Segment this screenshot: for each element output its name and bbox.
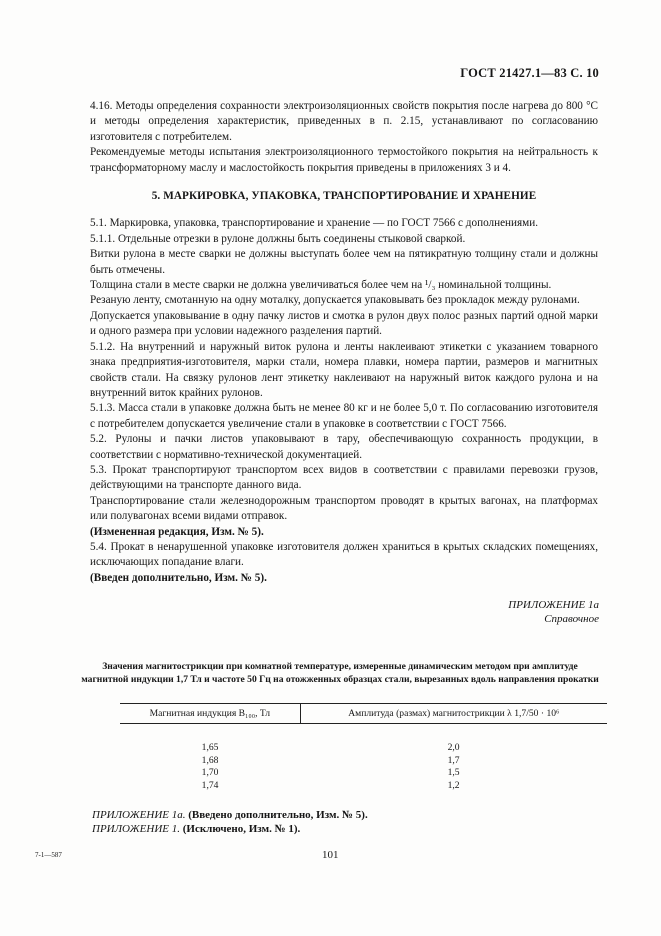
paragraph-5-1: 5.1. Маркировка, упаковка, транспортирование и хранение — по ГОСТ 7566 с дополнениями. [90, 217, 539, 230]
paragraph-5-1-3: 5.1.3. Масса стали в упаковке должна быть не менее 80 кг и не более 5,0 т. По согласованию изготовителя с потребителем допускается увеличение стали в упаковке в соответствии с ГОСТ 7566. [90, 402, 598, 430]
paragraph-recommended-methods: Рекомендуемые методы испытания электроизоляционного термостойкого покрытия на нейтральность к трансформаторному маслу и маслостойкость покрытия приведены в приложениях 3 и 4. [90, 146, 598, 174]
appendix-subtitle: Справочное [544, 613, 599, 625]
note-appendix-ref: ПРИЛОЖЕНИЕ 1а. [92, 809, 186, 821]
appendix-label [508, 598, 599, 626]
paragraph-5-1-2: 5.1.2. На внутренний и наружный виток рулона и ленты наклеивают этикетки с указанием товарного знака предприятия-изготовителя, марки стали, номера плавки, номера партии, размеров и магнитных свойств стали. На связку рулонов лент этикетку наклеивают на наружный виток каждого рулона и на внутренний виток крайних рулонов. [90, 340, 598, 399]
page-header: ГОСТ 21427.1—83 С. 10 [460, 66, 599, 80]
table-row [120, 780, 607, 793]
paragraph-5-4: 5.4. Прокат в ненарушенной упаковке изготовителя должен храниться в крытых складских помещениях, исключающих попадание влаги. [90, 540, 598, 569]
magnetostriction-table [120, 703, 607, 792]
cell-magnetostriction: 1,7 [447, 754, 460, 766]
table-row [120, 755, 607, 768]
paragraph-5-1-1: 5.1.1. Отдельные отрезки в рулоне должны быть соединены стыковой сваркой. [90, 232, 466, 245]
cell-induction: 1,65 [201, 742, 219, 753]
cell-magnetostriction: 1,2 [447, 779, 460, 791]
note-appendix-ref: ПРИЛОЖЕНИЕ 1. [92, 823, 180, 835]
cell-induction: 1,68 [201, 754, 219, 766]
note-status: (Исключено, Изм. № 1). [182, 823, 301, 835]
paragraph-weld-thickness: Толщина стали в месте сварки не должна увеличиваться более чем на ¹/₃ номинальной толщины. [90, 279, 552, 292]
note-status: (Введено дополнительно, Изм. № 5). [188, 809, 368, 821]
paragraph-weld-turns: Витки рулона в месте сварки не должны выступать более чем на пятикратную толщину стали и должны быть отмечены. [90, 248, 598, 276]
paragraph-5-2: 5.2. Рулоны и пачки листов упаковывают в тару, обеспечивающую сохранность продукции, в соответствии с нормативно-технической документацией. [90, 433, 598, 461]
appendix-title: ПРИЛОЖЕНИЕ 1а [508, 599, 599, 611]
table-row [120, 724, 607, 755]
paragraph-5-3: 5.3. Прокат транспортируют транспортом всех видов в соответствии с правилами перевозки грузов, действующими на транспорте данного вида. [90, 463, 598, 492]
edit-note: (Измененная редакция, Изм. № 5). [90, 525, 264, 538]
note-line [92, 808, 368, 822]
paragraph-transport: Транспортирование стали железнодорожным транспортом проводят в крытых вагонах, на платформах или полувагонах всеми видами отправок. [90, 494, 598, 523]
appendix-notes [92, 808, 368, 836]
addition-note: (Введен дополнительно, Изм. № 5). [90, 571, 267, 584]
print-code: 7-1—587 [35, 851, 62, 859]
cell-induction: 1,70 [201, 767, 219, 778]
main-text [90, 99, 598, 586]
paragraph-packing: Допускается упаковывание в одну пачку листов и смотка в рулон двух полос разных партий одной марки и одного размера при условии надежного разделения партий. [90, 309, 598, 338]
paragraph-4-16: 4.16. Методы определения сохранности электроизоляционных свойств покрытия после нагрева до 800 °С и методы определения характеристик, приведенных в п. 2.15, устанавливают по согласованию изготовителя с потребителем. [90, 100, 598, 143]
column-header-magnetostriction: Амплитуда (размах) магнитострикции λ 1,7/50 · 10⁶ [300, 704, 607, 724]
cell-induction: 1,74 [201, 779, 219, 791]
table-row [120, 767, 607, 780]
cell-magnetostriction: 1,5 [447, 767, 460, 778]
cell-magnetostriction: 2,0 [447, 742, 460, 753]
table-title: Значения магнитострикции при комнатной температуре, измеренные динамическим методом при амплитуде магнитной индукции 1,7 Тл и частоте 50 Гц на отожженных образцах стали, вырезанных вдоль направления прокатки [81, 661, 599, 685]
note-line [92, 822, 368, 836]
page-number: 101 [322, 849, 339, 861]
column-header-induction: Магнитная индукция B₁₀₀, Тл [120, 704, 300, 724]
section-title: 5. МАРКИРОВКА, УПАКОВКА, ТРАНСПОРТИРОВАНИЕ И ХРАНЕНИЕ [151, 190, 537, 203]
paragraph-cut-tape: Резаную ленту, смотанную на одну моталку, допускается упаковывать без прокладок между рулонами. [90, 294, 580, 307]
